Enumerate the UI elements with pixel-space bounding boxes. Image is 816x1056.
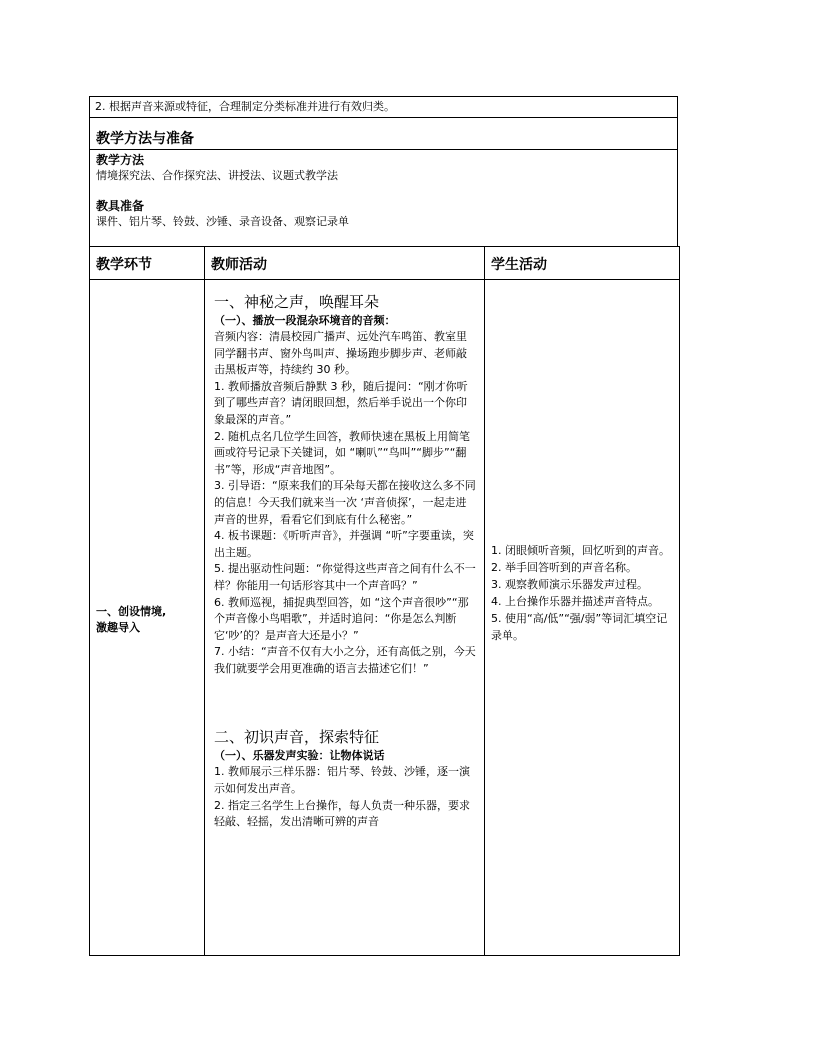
methods-text: 情境探究法、合作探究法、讲授法、议题式教学法 — [96, 169, 338, 182]
student-item: 3. 观察教师演示乐器发声过程。 — [491, 578, 648, 591]
teacher-item: 5. 提出驱动性问题：“你觉得这些声音之间有什么不一样？你能用一句话形容其中一个声音吗？” — [214, 562, 476, 592]
header-teacher: 教师活动 — [204, 246, 484, 279]
tools-text: 课件、铝片琴、铃鼓、沙锤、录音设备、观察记录单 — [96, 215, 349, 228]
teacher-item: 7. 小结：“声音不仅有大小之分，还有高低之别，今天我们就要学会用更准确的语言去描述它们！” — [214, 645, 476, 675]
student-item: 1. 闭眼倾听音频，回忆听到的声音。 — [491, 544, 670, 557]
section1-subtitle: （一）、播放一段混杂环境音的音频： — [214, 314, 396, 327]
header-stage: 教学环节 — [89, 246, 204, 279]
student-item: 2. 举手回答听到的声音名称。 — [491, 561, 637, 574]
teacher-item: 音频内容：清晨校园广播声、远处汽车鸣笛、教室里同学翻书声、窗外鸟叫声、操场跑步脚步声、老师敲击黑板声等，持续约 30 秒。 — [214, 330, 467, 377]
stage-cell — [89, 279, 204, 956]
activity-table — [89, 246, 680, 956]
methods-section-title: 教学方法与准备 — [89, 117, 678, 149]
section2-title: 二、初识声音，探索特征 — [214, 728, 380, 747]
student-activity-list — [485, 542, 681, 644]
goal-row — [89, 96, 678, 117]
teacher-item: 2. 指定三名学生上台操作，每人负责一种乐器，要求轻敲、轻摇，发出清晰可辨的声音 — [214, 798, 470, 829]
teacher-activity-cell — [204, 279, 484, 956]
student-activity-cell — [484, 279, 680, 956]
stage-label-line1: 一、创设情境, — [96, 605, 167, 618]
lesson-plan-page — [89, 96, 680, 956]
teacher-item: 3. 引导语：“原来我们的耳朵每天都在接收这么多不同的信息！今天我们就来当一次 ‘声音侦探’，一起走进声音的世界，看看它们到底有什么秘密。” — [214, 479, 476, 526]
stage-label-line2: 激趣导入 — [96, 621, 140, 634]
methods-prep-row — [89, 149, 678, 246]
section2-subtitle: （一）、乐器发声实验：让物体说话 — [214, 749, 385, 763]
header-student: 学生活动 — [484, 246, 680, 279]
student-item: 5. 使用“高/低”“强/弱”等词汇填空记录单。 — [491, 612, 668, 642]
teacher-item: 6. 教师巡视，捕捉典型回答，如 “这个声音很吵”“那个声音像小鸟唱歌”，并适时追问：“你是怎么判断它‘吵’的？是声音大还是小？” — [214, 595, 469, 642]
teacher-item: 2. 随机点名几位学生回答，教师快速在黑板上用简笔画或符号记录下关键词，如 “喇叭”“鸟叫”“脚步”“翻书”等，形成“声音地图”。 — [214, 429, 470, 476]
section1-title: 一、神秘之声，唤醒耳朵 — [214, 293, 380, 311]
teacher-item: 1. 教师展示三样乐器：铝片琴、铃鼓、沙锤，逐一演示如何发出声音。 — [214, 765, 470, 796]
tools-heading: 教具准备 — [96, 199, 145, 213]
student-item: 4. 上台操作乐器并描述声音特点。 — [491, 595, 659, 608]
goal-text: 2. 根据声音来源或特征，合理制定分类标准并进行有效归类。 — [95, 100, 395, 113]
stage-label — [96, 604, 166, 636]
teacher-item: 1. 教师播放音频后静默 3 秒，随后提问：“刚才你听到了哪些声音？请闭眼回想，然后举手说出一个你印象最深的声音。” — [214, 379, 468, 426]
methods-heading: 教学方法 — [96, 153, 145, 167]
teacher-item: 4. 板书课题：《听听声音》，并强调 “听”字要重读，突出主题。 — [214, 529, 474, 559]
